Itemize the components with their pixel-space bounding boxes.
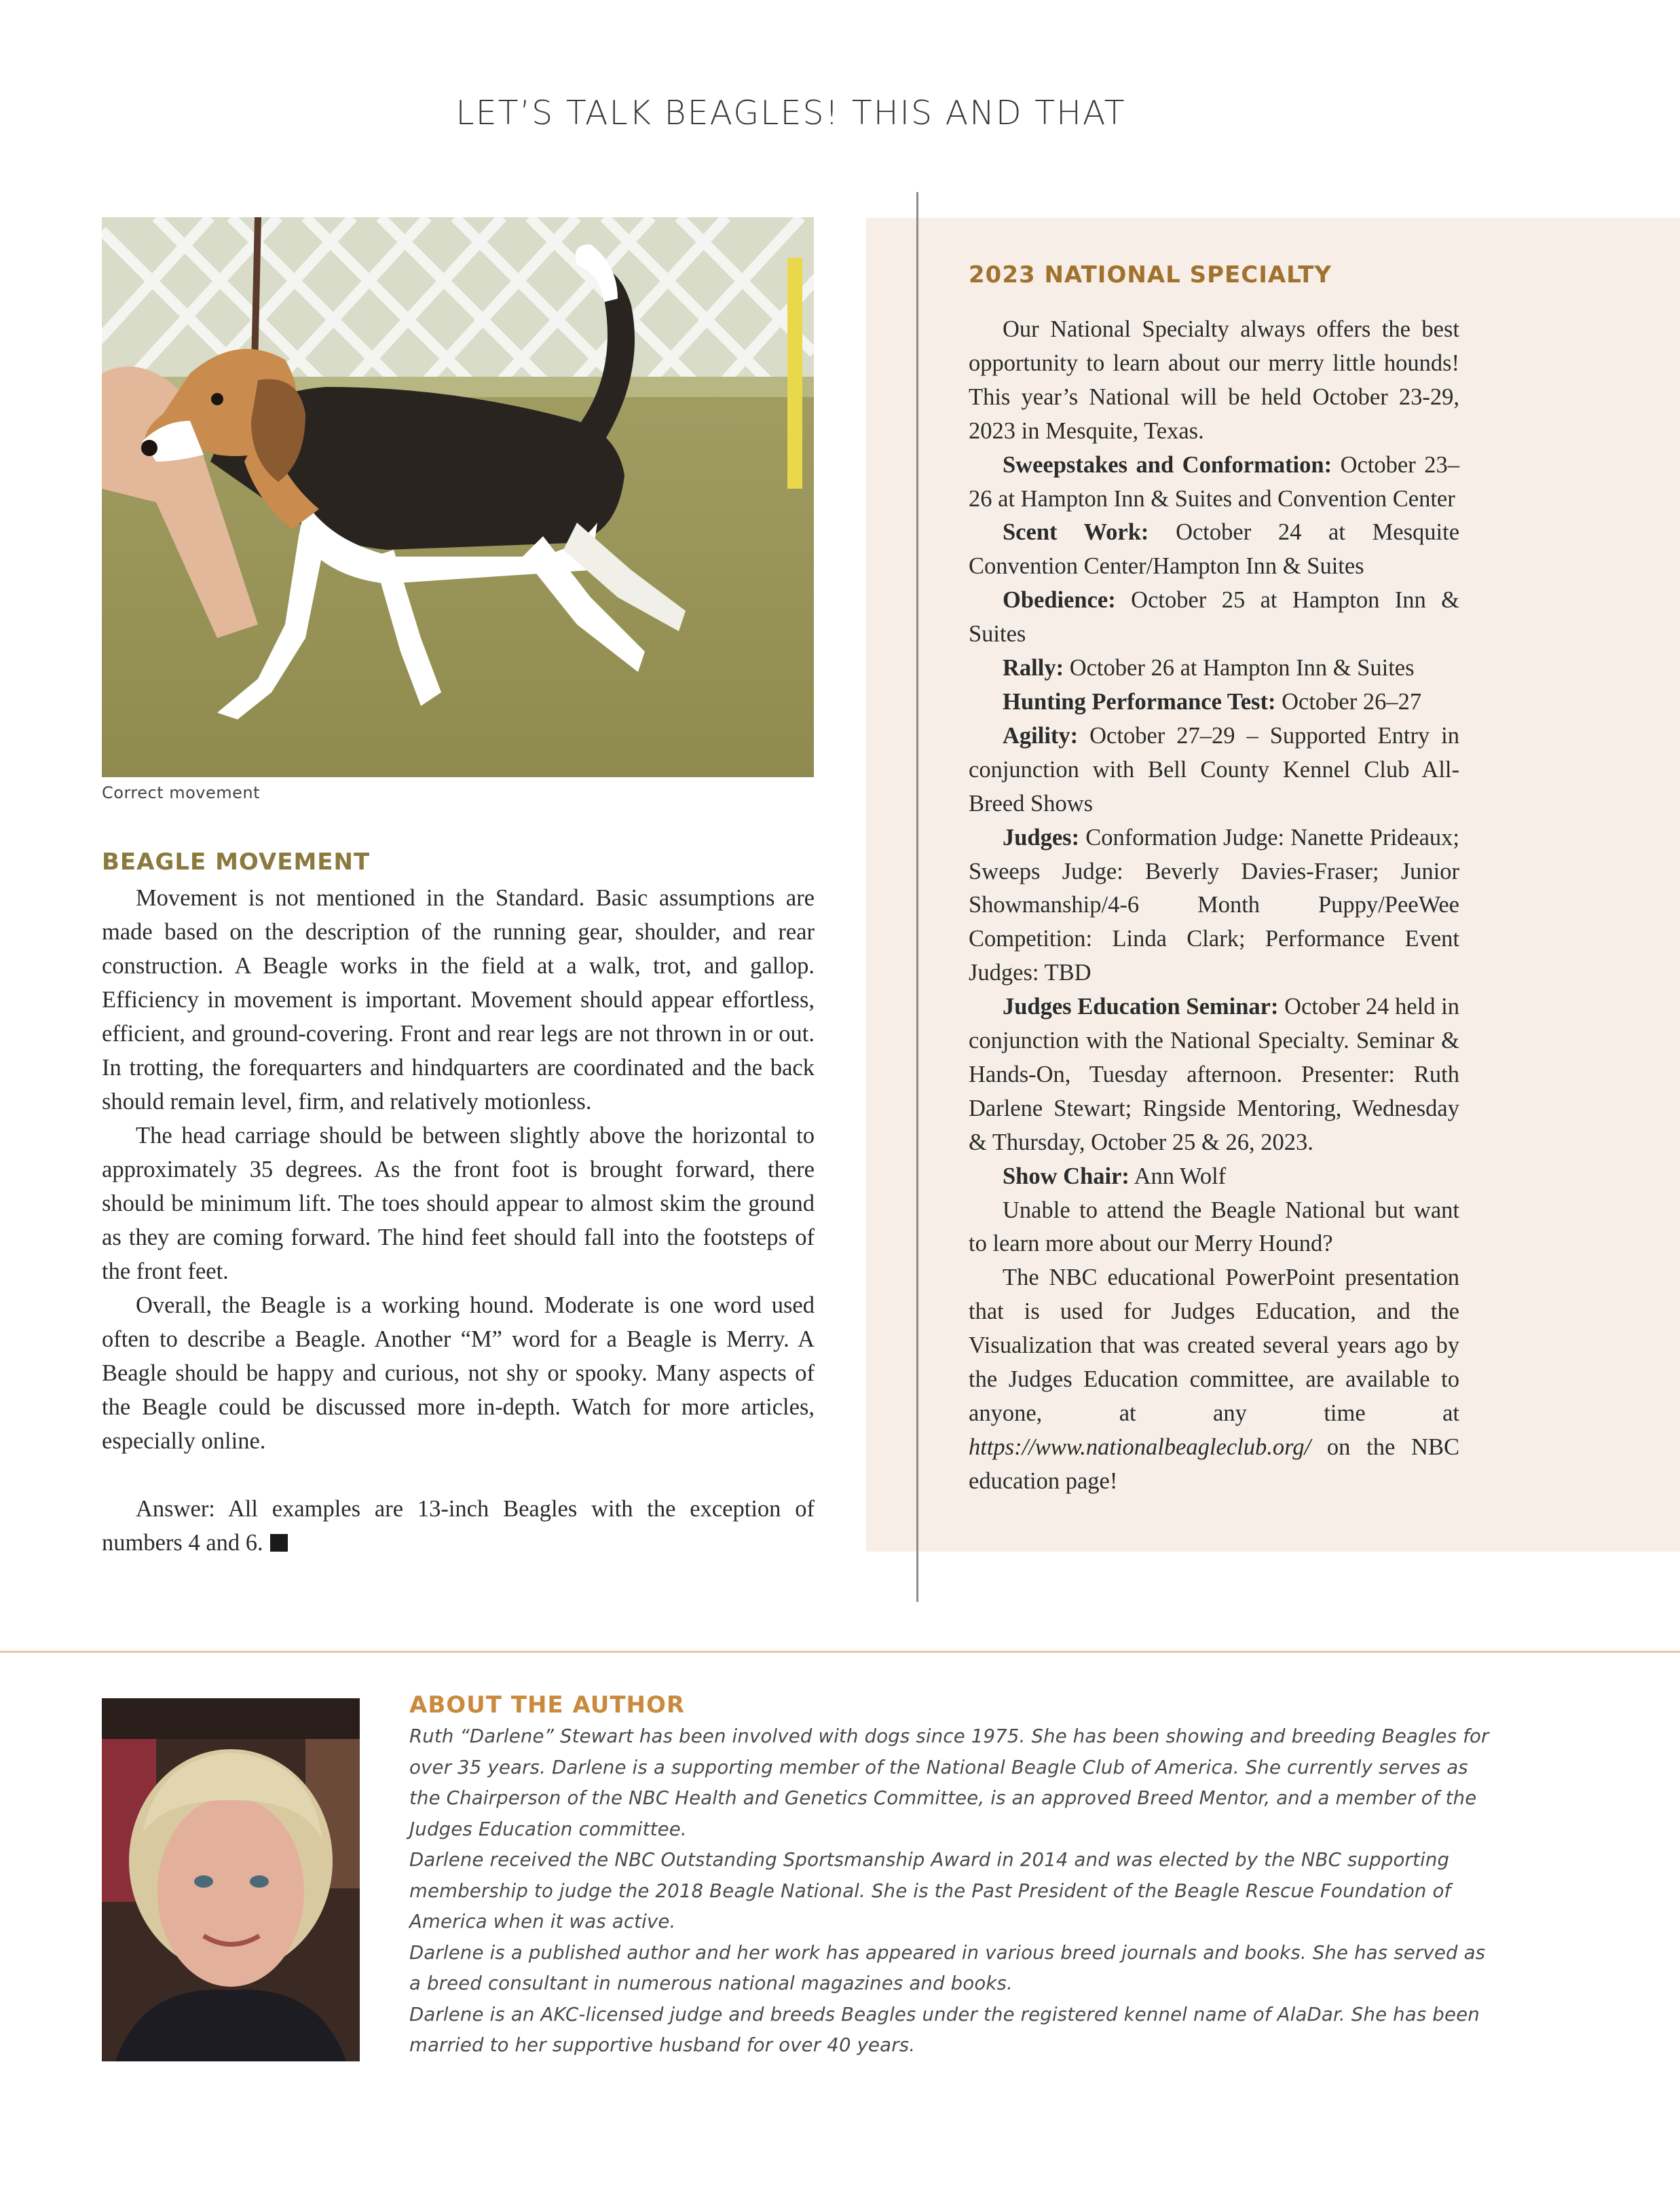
event-label: Agility: (1003, 722, 1079, 749)
page-header: LET’S TALK BEAGLES! THIS AND THAT (455, 94, 1126, 132)
movement-paragraph: Overall, the Beagle is a working hound. Moderate is one word used often to describe a Beagle. Another “M” word for a Beagle is Merry. A Beagle should be happy and curious, not shy or spooky. Many aspects of the Beagle could be discussed more in-depth. Watch for more articles, especially online. (102, 1292, 815, 1454)
event-text: October 24 at Mesquite Convention Center/Hampton Inn & Suites (969, 519, 1460, 580)
event-text: October 27–29 – Supported Entry in conjunction with Bell County Kennel Club All-Breed Shows (969, 722, 1459, 817)
event-text: October 26–27 (1275, 688, 1422, 715)
national-specialty-section (969, 261, 1459, 1499)
closing-text: The NBC educational PowerPoint presentation that is used for Judges Education, and the Visualization that was created several years ago by the Judges Education committee, are available to anyone, at any time at (969, 1265, 1459, 1426)
event-label: Scent Work: (1003, 519, 1149, 546)
event-label: Rally: (1003, 655, 1064, 681)
event-judges (969, 821, 1459, 991)
about-author-heading: ABOUT THE AUTHOR (409, 1691, 686, 1719)
event-obedience (969, 584, 1459, 652)
author-bio-paragraph: Darlene is a published author and her work has appeared in various breed journals and books. She has served as a breed consultant in numerous national magazines and books. (409, 1941, 1486, 1994)
closing-paragraph-link (969, 1261, 1459, 1498)
event-label: Obedience: (1003, 587, 1116, 614)
event-sweepstakes (969, 449, 1459, 517)
event-text: October 23–26 at Hampton Inn & Suites and Convention Center (969, 451, 1459, 512)
national-specialty-heading: 2023 NATIONAL SPECIALTY (969, 261, 1332, 288)
event-agility (969, 719, 1459, 821)
event-text: Ann Wolf (1129, 1163, 1227, 1189)
event-label: Hunting Performance Test: (1003, 688, 1276, 715)
event-show-chair (969, 1160, 1459, 1194)
event-text: October 26 at Hampton Inn & Suites (1064, 655, 1415, 681)
event-label: Show Chair: (1003, 1163, 1130, 1189)
answer-paragraph (102, 1492, 815, 1560)
closing-text-end: on the NBC education page! (969, 1434, 1459, 1494)
author-bio-paragraph: Darlene is an AKC-licensed judge and breeds Beagles under the registered kennel name of AlaDar. She has been married to her supportive husband for over 40 years. (409, 2003, 1480, 2056)
specialty-intro: Our National Specialty always offers the best opportunity to learn about our merry little hounds! This year’s National will be held October 23-29, 2023 in Mesquite, Texas. (969, 316, 1459, 444)
event-rally (969, 652, 1459, 686)
about-author-section (409, 1691, 1495, 2061)
movement-paragraph: Movement is not mentioned in the Standard. Basic assumptions are made based on the description of the running gear, shoulder, and rear construction. A Beagle works in the field at a walk, trot, and gallop. Efficiency in movement is important. Movement should appear effortless, efficient, and ground-covering. Front and rear legs are not thrown in or out. In trotting, the forequarters and hindquarters are coordinated and the back should remain level, firm, and relatively motionless. (102, 885, 815, 1115)
event-hunting (969, 686, 1459, 719)
author-bio-paragraph: Ruth “Darlene” Stewart has been involved with dogs since 1975. She has been showing and breeding Beagles for over 35 years. Darlene is a supporting member of the National Beagle Club of America. She currently serves as the Chairperson of the NBC Health and Genetics Committee, is an approved Breed Mentor, and a member of the Judges Education committee. (409, 1725, 1489, 1840)
event-label: Sweepstakes and Conformation: (1003, 451, 1332, 478)
beagle-movement-section (102, 848, 815, 1560)
event-text: October 24 held in conjunction with the National Specialty. Seminar & Hands-On, Tuesday afternoon. Presenter: Ruth Darlene Stewart; Ringside Mentoring, Wednesday & Thursday, October 25 & 26, 2023. (969, 994, 1459, 1155)
event-seminar (969, 990, 1459, 1160)
author-photo (102, 1698, 360, 2061)
event-text: Conformation Judge: Nanette Prideaux; Sweeps Judge: Beverly Davies-Fraser; Junior Showmanship/4-6 Month Puppy/PeeWee Competition: Linda Clark; Performance Event Judges: TBD (969, 824, 1459, 986)
event-text: October 25 at Hampton Inn & Suites (969, 587, 1459, 648)
beagle-photo (102, 217, 814, 777)
event-label: Judges: (1003, 824, 1080, 850)
event-scent-work (969, 516, 1459, 584)
movement-paragraph: The head carriage should be between slightly above the horizontal to approximately 35 degrees. As the front foot is brought forward, there should be minimum lift. The toes should appear to almost skim the ground as they are coming forward. The hind feet should fall into the footsteps of the front feet. (102, 1123, 815, 1284)
answer-text: Answer: All examples are 13-inch Beagles with the exception of numbers 4 and 6. (102, 1496, 815, 1556)
photo-caption: Correct movement (102, 783, 261, 802)
author-bio-paragraph: Darlene received the NBC Outstanding Sportsmanship Award in 2014 and was elected by the NBC supporting membership to judge the 2018 Beagle National. She is the Past President of the Beagle Rescue Foundation of America when it was active. (409, 1849, 1451, 1932)
nbc-website-link[interactable]: https://www.nationalbeagleclub.org/ (969, 1434, 1311, 1460)
beagle-movement-heading: BEAGLE MOVEMENT (102, 848, 371, 876)
closing-paragraph: Unable to attend the Beagle National but want to learn more about our Merry Hound? (969, 1197, 1459, 1257)
section-divider (0, 1651, 1680, 1653)
column-divider (916, 192, 918, 1602)
end-of-article-icon (270, 1534, 288, 1552)
event-label: Judges Education Seminar: (1003, 994, 1279, 1020)
